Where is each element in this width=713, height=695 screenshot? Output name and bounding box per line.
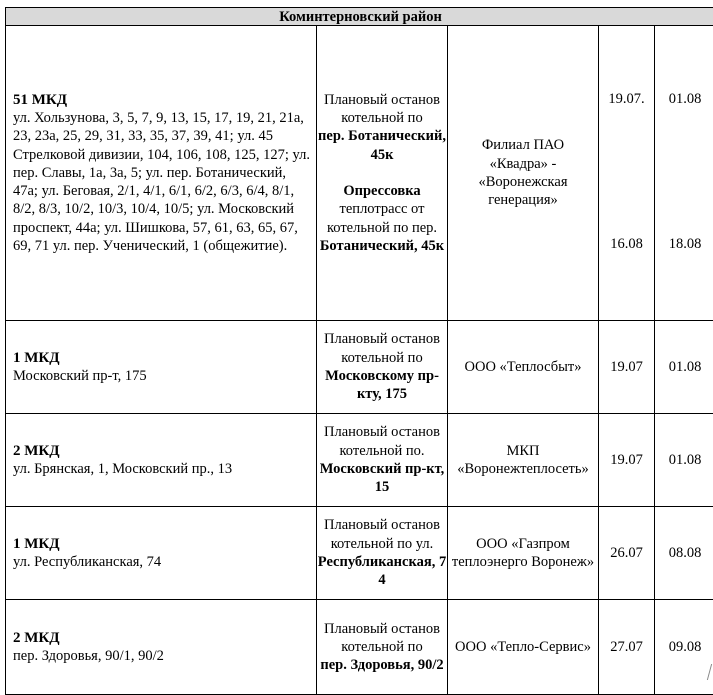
start-date: 16.08 — [599, 235, 654, 253]
work-location: Республиканская, 74 — [317, 553, 447, 590]
work-cell — [317, 321, 448, 414]
work-description: Плановый останов котельной по — [324, 92, 440, 126]
organization-cell: Филиал ПАО «Квадра» - «Воронежская генерация» — [448, 26, 599, 321]
outage-table — [5, 7, 713, 695]
work-cell — [317, 26, 448, 321]
start-date-cell — [599, 26, 655, 321]
building-count: 2 МКД — [13, 629, 316, 647]
start-date: 26.07 — [599, 507, 655, 600]
table-row — [6, 26, 713, 321]
table-row — [6, 321, 713, 414]
building-count: 51 МКД — [13, 91, 316, 109]
end-date: 18.08 — [655, 235, 713, 253]
end-date-cell — [655, 26, 713, 321]
work-description: Плановый останов котельной по. — [324, 424, 440, 458]
cursor-mark — [707, 664, 711, 680]
building-count: 1 МКД — [13, 349, 316, 367]
work-description: Плановый останов котельной по — [324, 621, 440, 655]
organization-cell: ООО «Газпром теплоэнерго Воронеж» — [448, 507, 599, 600]
work-location: пер. Ботанический, 45к — [317, 127, 447, 164]
table-row — [6, 507, 713, 600]
work-location: пер. Здоровья, 90/2 — [317, 656, 447, 674]
organization-cell: ООО «Теплосбыт» — [448, 321, 599, 414]
work-type: Опрессовка — [317, 182, 447, 200]
work-cell — [317, 600, 448, 695]
district-header-row — [6, 8, 713, 26]
address-list: пер. Здоровья, 90/1, 90/2 — [13, 647, 316, 665]
work-description: Плановый останов котельной по — [324, 331, 440, 365]
work-description: теплотрасс от котельной по пер. — [327, 201, 437, 235]
address-cell — [6, 600, 317, 695]
address-cell — [6, 414, 317, 507]
address-cell — [6, 26, 317, 321]
end-date: 01.08 — [655, 90, 713, 108]
start-date: 27.07 — [599, 600, 655, 695]
work-cell — [317, 507, 448, 600]
table-row — [6, 600, 713, 695]
work-location: Московский пр-кт, 15 — [317, 460, 447, 497]
work-description: Плановый останов котельной по ул. — [324, 517, 440, 551]
address-list: ул. Брянская, 1, Московский пр., 13 — [13, 460, 316, 478]
address-list: ул. Хользунова, 3, 5, 7, 9, 13, 15, 17, 19, 21, 21а, 23, 23а, 25, 29, 31, 33, 35, 37, 39, 41; ул. 45 Стрелковой дивизии, 104, 106, 108, 125, 127; ул. пер. Славы, 1а, 3а, 5; ул. пер. Ботанический, 47а; ул. Беговая, 2/1, 4/1, 6/1, 6/2, 6/3, 6/4, 8/1, 8/2, 8/3, 10/2, 10/3, 10/4, 10/5; ул. Московский проспект, 44а; ул. Шишкова, 57, 61, 63, 65, 67, 69, 71 ул. пер. Ученический, 1 (общежитие). — [13, 109, 316, 255]
end-date: 09.08 — [655, 600, 713, 695]
building-count: 1 МКД — [13, 535, 316, 553]
start-date: 19.07 — [599, 414, 655, 507]
address-list: Московский пр-т, 175 — [13, 367, 316, 385]
work-location: Московскому пр-кту, 175 — [317, 367, 447, 404]
end-date: 01.08 — [655, 321, 713, 414]
organization-cell: МКП «Воронежтеплосеть» — [448, 414, 599, 507]
start-date: 19.07. — [599, 90, 654, 108]
start-date: 19.07 — [599, 321, 655, 414]
organization-cell: ООО «Тепло-Сервис» — [448, 600, 599, 695]
work-location: Ботанический, 45к — [317, 237, 447, 255]
address-cell — [6, 507, 317, 600]
work-cell — [317, 414, 448, 507]
address-cell — [6, 321, 317, 414]
address-list: ул. Республиканская, 74 — [13, 553, 316, 571]
district-title: Коминтерновский район — [6, 8, 713, 26]
end-date: 01.08 — [655, 414, 713, 507]
table-row — [6, 414, 713, 507]
end-date: 08.08 — [655, 507, 713, 600]
building-count: 2 МКД — [13, 442, 316, 460]
